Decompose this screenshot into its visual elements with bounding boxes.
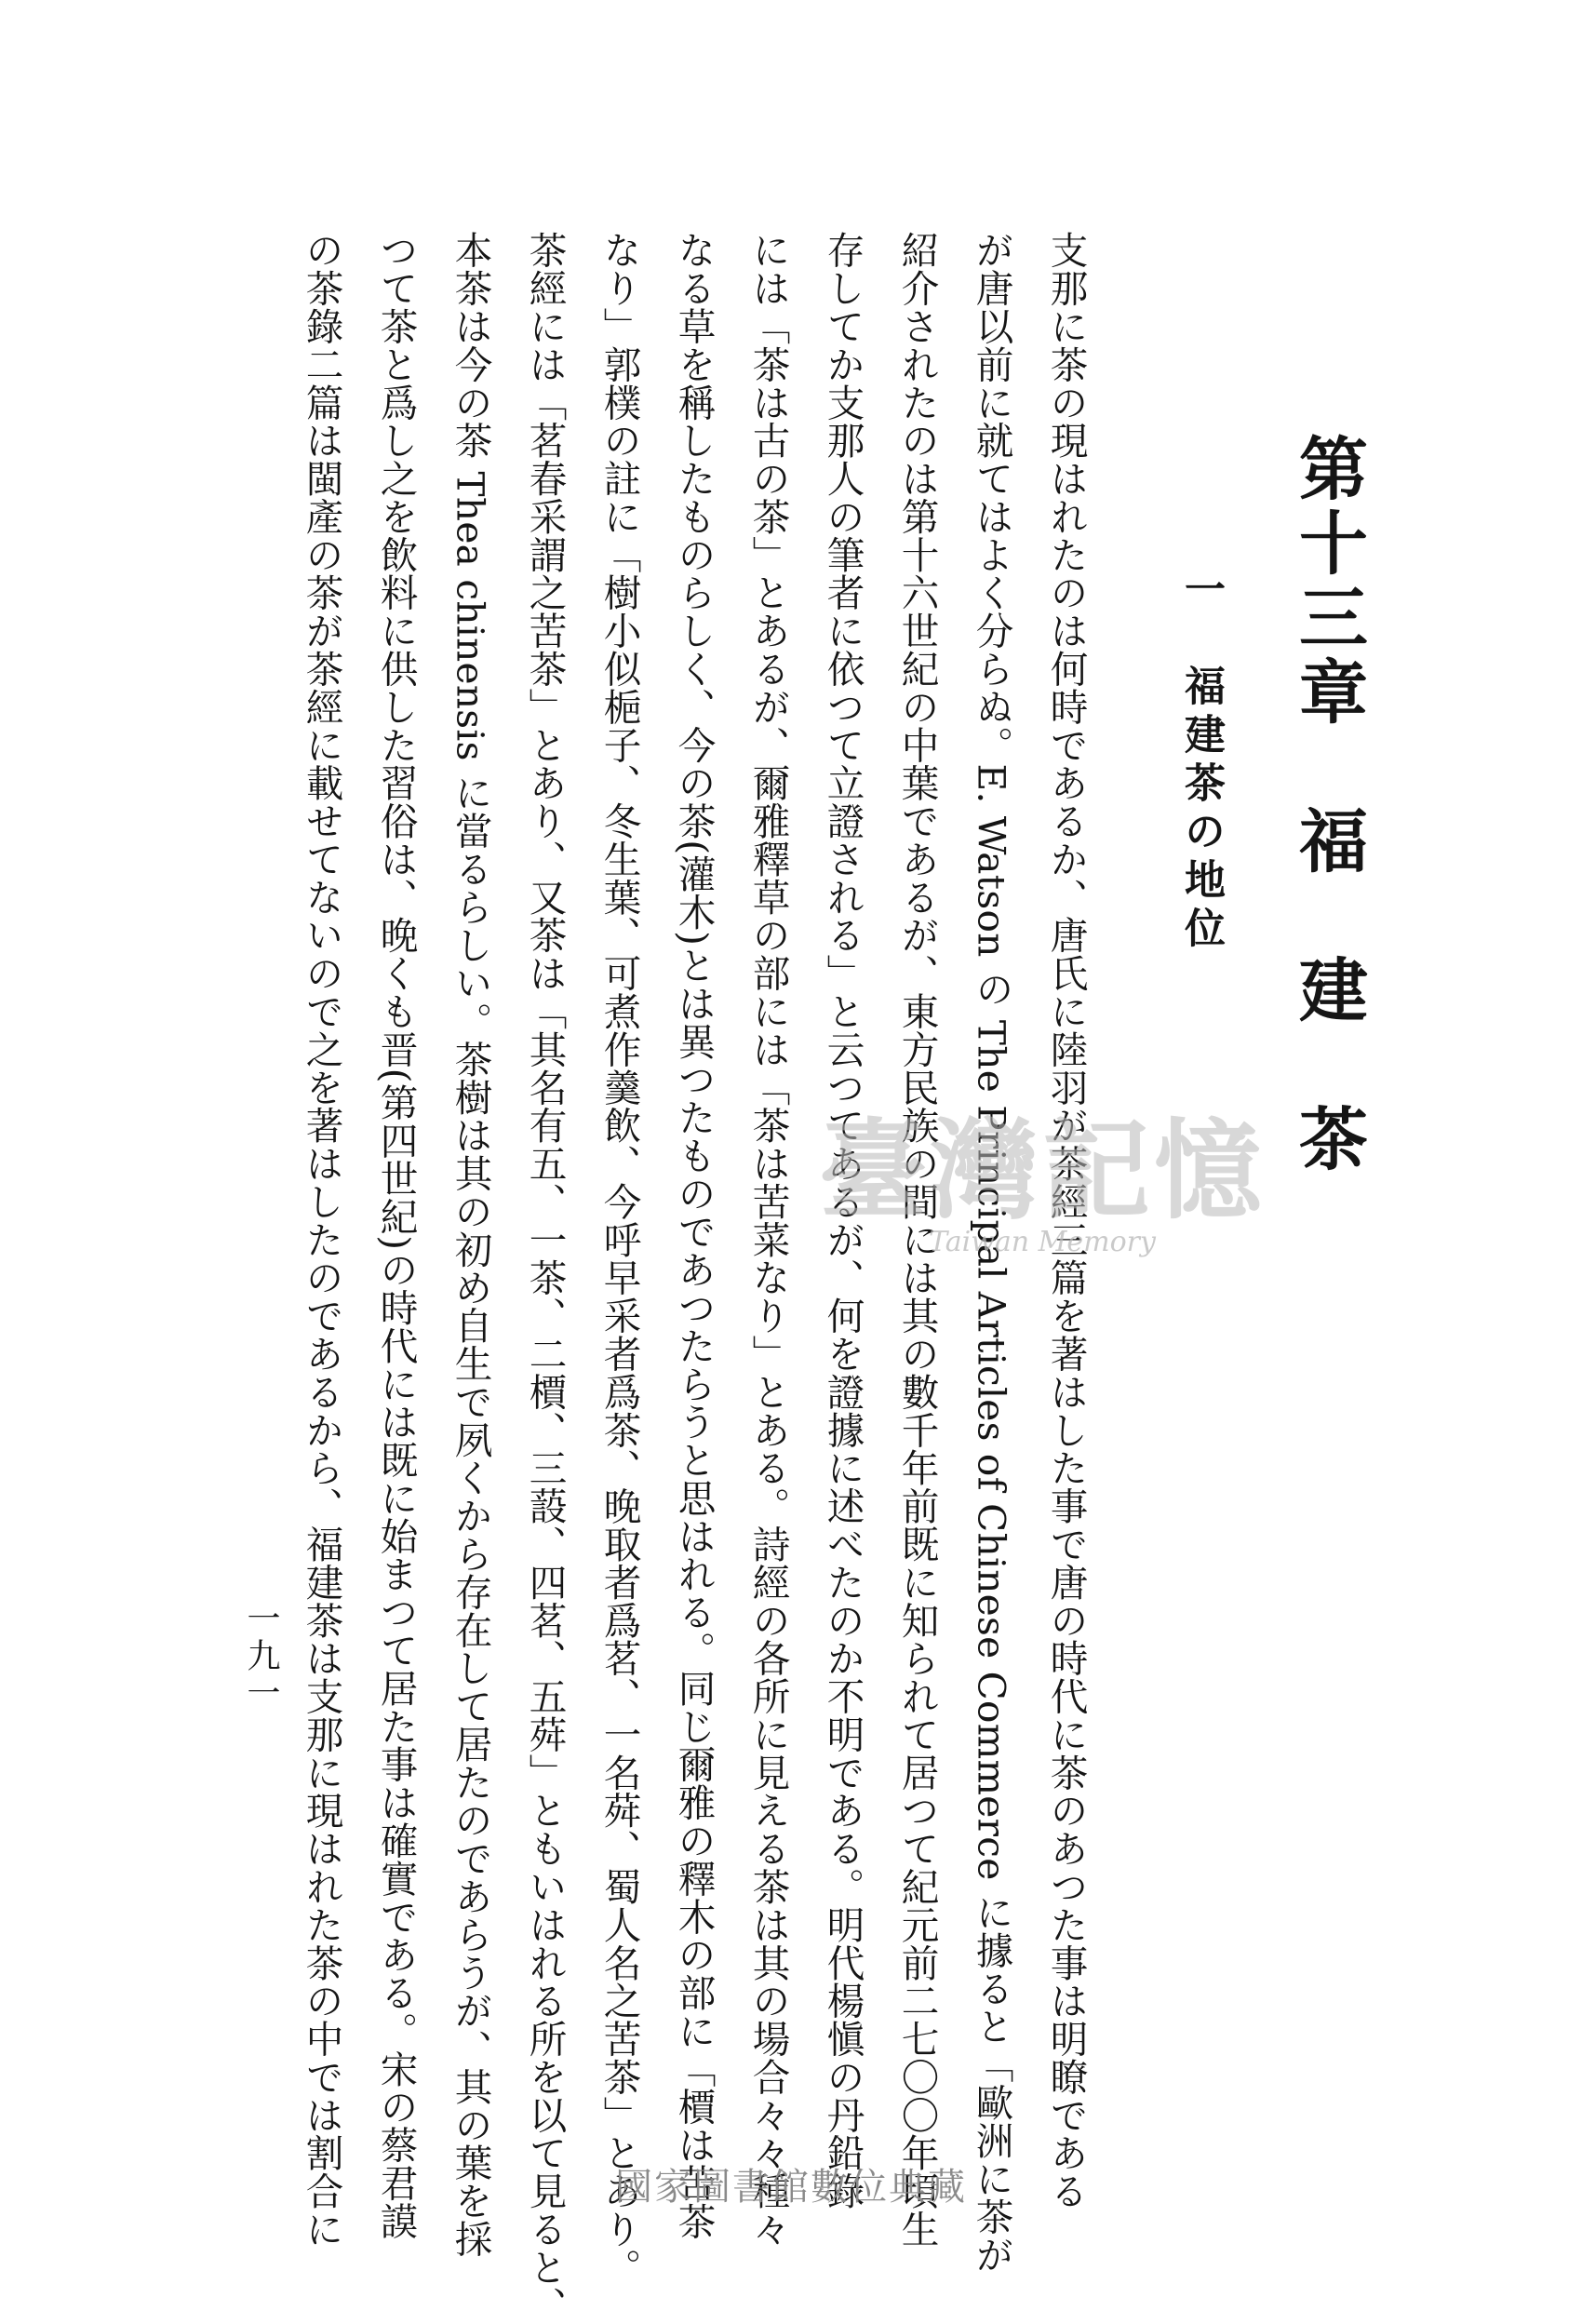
watermark-logo — [819, 1108, 1266, 1258]
body-line: 存してか支那人の筆者に依つて立證される」と云つてあるが、何を證據に述べたのか不明である。明代楊愼の丹鉛錄 — [820, 231, 865, 2210]
body-line: の茶錄二篇は閩產の茶が茶經に載せてないので之を著はしたのであるから、福建茶は支那に現はれた茶の中では割合に — [299, 231, 344, 2249]
body-line: つて茶と爲し之を飲料に供した習俗は、晚くも晋(第四世紀)の時代には既に始まつて居た事は確實である。宋の蔡君謨 — [373, 231, 419, 2240]
body-line: なり」郭樸の註に「樹小似梔子、冬生葉、可煮作羹飲、今呼早采者爲茶、晚取者爲茗、一名荈、蜀人名之苦茶」とあり。 — [597, 231, 642, 2287]
watermark-english-text: Taiwan Memory — [929, 1225, 1156, 1258]
body-line: 紹介されたのは第十六世紀の中葉であるが、東方民族の間には其の數千年前既に知られて居つて紀元前二七〇〇年頃生 — [894, 231, 940, 2249]
page-number: 一九一 — [242, 1601, 280, 1713]
watermark-chinese-text: 臺灣記憶 — [819, 1108, 1266, 1234]
body-line: なる草を稱したものらしく、今の茶(灌木)とは異つたものであつたらうと思はれる。同じ爾雅の釋木の部に「檟は苦茶 — [671, 231, 717, 2240]
chapter-title: 第十三章 福 建 茶 — [1288, 433, 1368, 1177]
section-heading: 一 福建茶の地位 — [1177, 568, 1225, 955]
body-line: には「茶は古の茶」とあるが、爾雅釋草の部には「茶は苦菜なり」とある。詩經の各所に見える茶は其の場合々々種々 — [745, 231, 791, 2249]
body-line: 本茶は今の茶 Thea chinensis に當るらしい。茶樹は其の初め自生で夙くから存在して居たのであらうが、其の葉を採 — [448, 231, 493, 2258]
footer-caption: 國家圖書館數位典藏 — [615, 2166, 967, 2209]
body-line: が唐以前に就てはよく分らぬ。E. Watson の The Principal Articles of Chinese Commerce に據ると「歐洲に茶が — [969, 231, 1014, 2274]
body-line: 茶經には「茗春采謂之苦茶」とあり、又茶は「其名有五、一茶、二檟、三蔎、四茗、五荈」ともいはれる所を以て見ると、 — [522, 231, 568, 2324]
body-line: 支那に茶の現はれたのは何時であるか、唐氏に陸羽が茶經三篇を著はした事で唐の時代に茶のあつた事は明瞭である — [1043, 231, 1089, 2210]
